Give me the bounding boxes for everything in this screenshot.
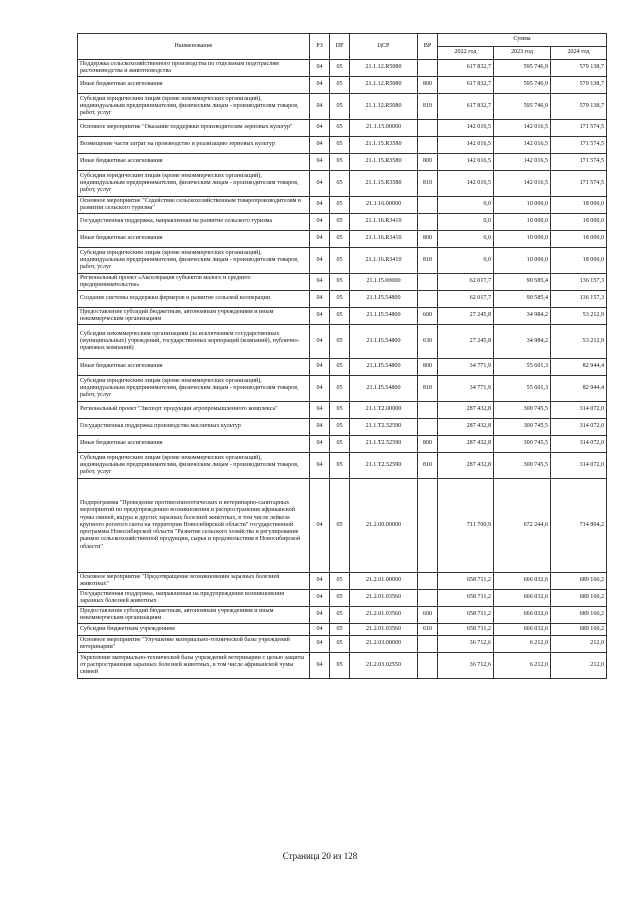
table-cell-csr: 21.1.I5.54800 xyxy=(350,291,418,308)
header-year-2024: 2024 год xyxy=(551,47,607,60)
table-cell-2023: 666 032,6 xyxy=(494,590,551,607)
table-cell-pr: 05 xyxy=(330,376,350,402)
table-cell-name: Предоставление субсидий бюджетным, автономным учреждениям и иным некоммерческим организациям xyxy=(78,607,310,624)
table-cell-vr xyxy=(418,573,438,590)
table-row xyxy=(78,137,607,154)
table-row xyxy=(78,636,607,653)
table-cell-csr: 21.2.00.00000 xyxy=(350,479,418,573)
table-row xyxy=(78,359,607,376)
table-cell-2023: 142 016,5 xyxy=(494,120,551,137)
table-cell-rz: 04 xyxy=(310,231,330,248)
table-cell-pr: 05 xyxy=(330,359,350,376)
table-cell-2023: 142 016,5 xyxy=(494,154,551,171)
table-cell-2024: 212,0 xyxy=(551,636,607,653)
table-cell-pr: 05 xyxy=(330,248,350,274)
table-cell-pr: 05 xyxy=(330,436,350,453)
table-cell-pr: 05 xyxy=(330,120,350,137)
table-cell-2024: 53 212,9 xyxy=(551,325,607,359)
table-cell-2022: 27 245,8 xyxy=(438,325,494,359)
table-cell-2023: 300 745,5 xyxy=(494,453,551,479)
table-cell-csr: 21.1.16.R3410 xyxy=(350,214,418,231)
table-cell-name: Иные бюджетные ассигнования xyxy=(78,77,310,94)
table-cell-2023: 666 032,6 xyxy=(494,624,551,636)
table-cell-pr: 05 xyxy=(330,94,350,120)
table-cell-2022: 617 832,7 xyxy=(438,77,494,94)
table-cell-2024: 689 160,2 xyxy=(551,590,607,607)
table-cell-vr xyxy=(418,120,438,137)
table-cell-name: Субсидии юридическим лицам (кроме некоммерческих организаций), индивидуальным предпринимателям, физическим лицам - производителям товаров, работ, услуг xyxy=(78,453,310,479)
table-cell-csr: 21.2.01.03560 xyxy=(350,624,418,636)
table-cell-2022: 658 711,2 xyxy=(438,624,494,636)
table-cell-2022: 0,0 xyxy=(438,248,494,274)
table-cell-2022: 142 016,5 xyxy=(438,171,494,197)
table-cell-vr: 800 xyxy=(418,436,438,453)
table-cell-rz: 04 xyxy=(310,590,330,607)
table-cell-rz: 04 xyxy=(310,419,330,436)
table-cell-vr xyxy=(418,197,438,214)
table-row xyxy=(78,653,607,679)
table-cell-vr xyxy=(418,402,438,419)
table-cell-2023: 595 746,9 xyxy=(494,94,551,120)
table-cell-rz: 04 xyxy=(310,137,330,154)
table-cell-2024: 579 138,7 xyxy=(551,60,607,77)
table-cell-2024: 714 864,2 xyxy=(551,479,607,573)
table-cell-vr xyxy=(418,214,438,231)
table-cell-csr: 21.2.01.03560 xyxy=(350,590,418,607)
table-cell-2023: 6 212,0 xyxy=(494,653,551,679)
table-cell-name: Государственная поддержка, направленная на предупреждение возникновения заразных болезней животных xyxy=(78,590,310,607)
table-cell-vr: 810 xyxy=(418,248,438,274)
table-cell-csr: 21.1.15.00000 xyxy=(350,120,418,137)
table-row xyxy=(78,479,607,573)
table-cell-pr: 05 xyxy=(330,573,350,590)
table-row xyxy=(78,154,607,171)
table-cell-rz: 04 xyxy=(310,402,330,419)
table-cell-csr: 21.2.03.00000 xyxy=(350,636,418,653)
table-cell-name: Поддержка сельскохозяйственного производства по отдельным подотраслям растениеводства и животноводства xyxy=(78,60,310,77)
table-cell-2023: 55 601,3 xyxy=(494,359,551,376)
table-cell-name: Государственная поддержка производства масличных культур xyxy=(78,419,310,436)
table-cell-vr xyxy=(418,419,438,436)
table-cell-pr: 05 xyxy=(330,291,350,308)
table-cell-2022: 62 017,7 xyxy=(438,291,494,308)
table-row xyxy=(78,274,607,291)
table-cell-pr: 05 xyxy=(330,171,350,197)
table-cell-rz: 04 xyxy=(310,624,330,636)
table-cell-name: Региональный проект "Экспорт продукции агропромышленного комплекса" xyxy=(78,402,310,419)
table-cell-vr: 800 xyxy=(418,77,438,94)
table-cell-vr: 800 xyxy=(418,231,438,248)
table-cell-csr: 21.1.15.R3580 xyxy=(350,154,418,171)
table-cell-vr xyxy=(418,590,438,607)
table-cell-rz: 04 xyxy=(310,653,330,679)
table-cell-pr: 05 xyxy=(330,77,350,94)
table-cell-name: Субсидии юридическим лицам (кроме некоммерческих организаций), индивидуальным предпринимателям, физическим лицам - производителям товаров, работ, услуг xyxy=(78,171,310,197)
table-cell-pr: 05 xyxy=(330,231,350,248)
table-cell-2022: 36 712,6 xyxy=(438,636,494,653)
table-cell-name: Субсидии некоммерческим организациям (за исключением государственных (муниципальных) учреждений, государственных корпораций (компаний), публично-правовых компаний) xyxy=(78,325,310,359)
table-cell-csr: 21.1.I5.00000 xyxy=(350,274,418,291)
table-cell-rz: 04 xyxy=(310,171,330,197)
table-body xyxy=(78,60,607,679)
table-cell-csr: 21.1.T2.52590 xyxy=(350,436,418,453)
table-cell-2024: 136 157,3 xyxy=(551,291,607,308)
table-cell-pr: 05 xyxy=(330,419,350,436)
table-cell-name: Предоставление субсидий бюджетным, автономным учреждениям и иным некоммерческим организациям xyxy=(78,308,310,325)
table-cell-pr: 05 xyxy=(330,624,350,636)
table-cell-rz: 04 xyxy=(310,120,330,137)
table-cell-name: Государственная поддержка, направленная на развитие сельского туризма xyxy=(78,214,310,231)
table-cell-name: Иные бюджетные ассигнования xyxy=(78,359,310,376)
table-cell-rz: 04 xyxy=(310,607,330,624)
table-cell-rz: 04 xyxy=(310,94,330,120)
table-cell-pr: 05 xyxy=(330,274,350,291)
table-cell-vr: 600 xyxy=(418,308,438,325)
table-cell-csr: 21.1.I5.54800 xyxy=(350,308,418,325)
table-cell-csr: 21.1.12.R5080 xyxy=(350,94,418,120)
table-cell-vr: 810 xyxy=(418,453,438,479)
table-cell-2024: 18 000,0 xyxy=(551,197,607,214)
table-cell-csr: 21.1.I5.54800 xyxy=(350,325,418,359)
table-cell-csr: 21.1.16.00000 xyxy=(350,197,418,214)
table-row xyxy=(78,419,607,436)
table-cell-pr: 05 xyxy=(330,453,350,479)
table-cell-rz: 04 xyxy=(310,60,330,77)
table-cell-2024: 314 072,0 xyxy=(551,419,607,436)
table-cell-vr: 600 xyxy=(418,607,438,624)
table-cell-vr: 610 xyxy=(418,624,438,636)
table-cell-2022: 0,0 xyxy=(438,197,494,214)
table-cell-2022: 287 432,8 xyxy=(438,453,494,479)
table-cell-vr xyxy=(418,137,438,154)
table-cell-vr: 810 xyxy=(418,376,438,402)
table-row xyxy=(78,376,607,402)
table-cell-vr xyxy=(418,479,438,573)
table-cell-2022: 36 712,6 xyxy=(438,653,494,679)
header-csr: ЦСР xyxy=(350,34,418,60)
table-cell-vr: 630 xyxy=(418,325,438,359)
table-cell-rz: 04 xyxy=(310,376,330,402)
page-number: Страница 20 из 128 xyxy=(282,851,358,861)
table-cell-2024: 689 160,2 xyxy=(551,624,607,636)
table-cell-2023: 595 746,9 xyxy=(494,77,551,94)
table-row xyxy=(78,436,607,453)
table-cell-csr: 21.1.T2.00000 xyxy=(350,402,418,419)
table-cell-2023: 10 000,0 xyxy=(494,248,551,274)
table-cell-csr: 21.1.16.R3410 xyxy=(350,248,418,274)
table-cell-pr: 05 xyxy=(330,479,350,573)
table-cell-pr: 05 xyxy=(330,60,350,77)
table-cell-name: Подпрограмма "Проведение противоэпизоотических и ветеринарно-санитарных мероприятий по предупреждению возникновения и распространения африканской чумы свиней, ящура и других заразных болезней животных, в том числе лейкоза крупного рогатого скота на территории Новосибирской области" государственной программы Новосибирской области "Развитие сельского хозяйства и регулирование рынков сельскохозяйственной продукции, сырья и продовольствия в Новосибирской области" xyxy=(78,479,310,573)
table-cell-name: Иные бюджетные ассигнования xyxy=(78,154,310,171)
table-cell-2024: 171 574,5 xyxy=(551,171,607,197)
table-cell-2022: 711 700,9 xyxy=(438,479,494,573)
table-cell-rz: 04 xyxy=(310,154,330,171)
table-cell-pr: 05 xyxy=(330,214,350,231)
table-cell-csr: 21.2.01.00000 xyxy=(350,573,418,590)
budget-table xyxy=(77,33,607,679)
table-row xyxy=(78,60,607,77)
table-cell-csr: 21.1.12.R5080 xyxy=(350,77,418,94)
table-row xyxy=(78,590,607,607)
table-cell-name: Иные бюджетные ассигнования xyxy=(78,436,310,453)
table-cell-vr xyxy=(418,291,438,308)
table-cell-2023: 90 585,4 xyxy=(494,274,551,291)
table-cell-2024: 18 000,0 xyxy=(551,231,607,248)
table-cell-name: Возмещение части затрат на производство и реализацию зерновых культур xyxy=(78,137,310,154)
table-row xyxy=(78,77,607,94)
table-cell-rz: 04 xyxy=(310,214,330,231)
table-cell-name: Создание системы поддержки фермеров и развитие сельской кооперации xyxy=(78,291,310,308)
table-cell-2023: 666 032,6 xyxy=(494,607,551,624)
table-cell-vr: 810 xyxy=(418,171,438,197)
table-cell-2024: 212,0 xyxy=(551,653,607,679)
table-cell-rz: 04 xyxy=(310,436,330,453)
table-cell-2023: 90 585,4 xyxy=(494,291,551,308)
table-cell-name: Основное мероприятие "Предотвращение возникновения заразных болезней животных" xyxy=(78,573,310,590)
table-row xyxy=(78,291,607,308)
table-row xyxy=(78,120,607,137)
table-cell-2023: 300 745,5 xyxy=(494,402,551,419)
table-cell-name: Региональный проект «Акселерация субъектов малого и среднего предпринимательства» xyxy=(78,274,310,291)
table-cell-2023: 55 601,3 xyxy=(494,376,551,402)
table-row xyxy=(78,607,607,624)
table-cell-2022: 658 711,2 xyxy=(438,590,494,607)
table-cell-pr: 05 xyxy=(330,154,350,171)
table-cell-2024: 18 000,0 xyxy=(551,248,607,274)
table-cell-vr xyxy=(418,60,438,77)
table-cell-csr: 21.2.03.02550 xyxy=(350,653,418,679)
table-cell-pr: 05 xyxy=(330,653,350,679)
table-row xyxy=(78,573,607,590)
table-cell-name: Субсидии бюджетным учреждениям xyxy=(78,624,310,636)
table-cell-csr: 21.2.01.03560 xyxy=(350,607,418,624)
header-rz: РЗ xyxy=(310,34,330,60)
table-cell-2022: 34 771,9 xyxy=(438,376,494,402)
table-cell-2022: 658 711,2 xyxy=(438,607,494,624)
table-cell-pr: 05 xyxy=(330,325,350,359)
table-cell-rz: 04 xyxy=(310,308,330,325)
table-cell-rz: 04 xyxy=(310,77,330,94)
table-cell-2022: 287 432,8 xyxy=(438,436,494,453)
table-cell-2023: 672 244,6 xyxy=(494,479,551,573)
header-sum: Сумма xyxy=(438,34,607,47)
table-cell-2024: 579 138,7 xyxy=(551,94,607,120)
header-name: Наименование xyxy=(78,34,310,60)
table-cell-2022: 34 771,9 xyxy=(438,359,494,376)
table-cell-name: Субсидии юридическим лицам (кроме некоммерческих организаций), индивидуальным предпринимателям, физическим лицам - производителям товаров, работ, услуг xyxy=(78,248,310,274)
table-cell-pr: 05 xyxy=(330,137,350,154)
table-cell-pr: 05 xyxy=(330,636,350,653)
table-cell-2023: 300 745,5 xyxy=(494,436,551,453)
table-cell-2023: 10 000,0 xyxy=(494,231,551,248)
table-row xyxy=(78,325,607,359)
table-cell-name: Основное мероприятие "Содействие сельскохозяйственным товаропроизводителям в развитии сельского туризма" xyxy=(78,197,310,214)
table-cell-pr: 05 xyxy=(330,590,350,607)
table-row xyxy=(78,453,607,479)
table-cell-2024: 82 944,4 xyxy=(551,359,607,376)
table-cell-2022: 287 432,8 xyxy=(438,419,494,436)
table-cell-rz: 04 xyxy=(310,197,330,214)
table-row xyxy=(78,214,607,231)
table-cell-2023: 666 032,6 xyxy=(494,573,551,590)
table-cell-2023: 595 746,9 xyxy=(494,60,551,77)
table-row xyxy=(78,402,607,419)
table-cell-2022: 142 016,5 xyxy=(438,154,494,171)
table-row xyxy=(78,171,607,197)
table-cell-vr xyxy=(418,274,438,291)
table-cell-csr: 21.1.I5.54800 xyxy=(350,376,418,402)
table-cell-2022: 142 016,5 xyxy=(438,120,494,137)
table-cell-2024: 689 160,2 xyxy=(551,573,607,590)
table-cell-csr: 21.1.T2.52590 xyxy=(350,453,418,479)
table-cell-name: Субсидии юридическим лицам (кроме некоммерческих организаций), индивидуальным предпринимателям, физическим лицам - производителям товаров, работ, услуг xyxy=(78,376,310,402)
table-cell-2023: 10 000,0 xyxy=(494,197,551,214)
table-row xyxy=(78,197,607,214)
table-cell-name: Основное мероприятие "Оказание поддержки производителям зерновых культур" xyxy=(78,120,310,137)
table-cell-2022: 27 245,8 xyxy=(438,308,494,325)
table-cell-csr: 21.1.15.R3580 xyxy=(350,171,418,197)
table-cell-name: Иные бюджетные ассигнования xyxy=(78,231,310,248)
table-cell-rz: 04 xyxy=(310,636,330,653)
table-cell-2022: 658 711,2 xyxy=(438,573,494,590)
table-cell-csr: 21.1.I5.54800 xyxy=(350,359,418,376)
table-cell-csr: 21.1.T2.52590 xyxy=(350,419,418,436)
table-cell-2023: 34 984,2 xyxy=(494,325,551,359)
table-cell-csr: 21.1.16.R3410 xyxy=(350,231,418,248)
table-cell-2024: 171 574,5 xyxy=(551,137,607,154)
table-cell-2024: 136 157,3 xyxy=(551,274,607,291)
table-cell-2024: 314 072,0 xyxy=(551,453,607,479)
table-cell-2023: 10 000,0 xyxy=(494,214,551,231)
table-cell-2024: 82 944,4 xyxy=(551,376,607,402)
table-cell-vr xyxy=(418,636,438,653)
table-row xyxy=(78,94,607,120)
table-cell-vr: 800 xyxy=(418,154,438,171)
table-row xyxy=(78,248,607,274)
header-year-2023: 2023 год xyxy=(494,47,551,60)
table-cell-2023: 6 212,0 xyxy=(494,636,551,653)
table-cell-vr: 810 xyxy=(418,94,438,120)
header-year-2022: 2022 год xyxy=(438,47,494,60)
table-cell-pr: 05 xyxy=(330,607,350,624)
table-cell-csr: 21.1.12.R5080 xyxy=(350,60,418,77)
table-cell-pr: 05 xyxy=(330,197,350,214)
table-cell-2022: 617 832,7 xyxy=(438,60,494,77)
table-cell-2024: 579 138,7 xyxy=(551,77,607,94)
header-pr: ПР xyxy=(330,34,350,60)
table-cell-vr xyxy=(418,653,438,679)
table-cell-2024: 689 160,2 xyxy=(551,607,607,624)
table-cell-2022: 0,0 xyxy=(438,231,494,248)
table-cell-pr: 05 xyxy=(330,402,350,419)
table-cell-csr: 21.1.15.R3580 xyxy=(350,137,418,154)
table-cell-rz: 04 xyxy=(310,274,330,291)
header-vr: ВР xyxy=(418,34,438,60)
table-cell-2023: 34 984,2 xyxy=(494,308,551,325)
table-cell-rz: 04 xyxy=(310,248,330,274)
table-cell-rz: 04 xyxy=(310,573,330,590)
table-cell-rz: 04 xyxy=(310,453,330,479)
table-cell-2022: 142 016,5 xyxy=(438,137,494,154)
table-row xyxy=(78,308,607,325)
table-cell-2023: 142 016,5 xyxy=(494,137,551,154)
table-cell-rz: 04 xyxy=(310,291,330,308)
table-row xyxy=(78,624,607,636)
table-cell-2024: 171 574,5 xyxy=(551,120,607,137)
table-cell-2022: 0,0 xyxy=(438,214,494,231)
table-row xyxy=(78,231,607,248)
table-cell-2022: 617 832,7 xyxy=(438,94,494,120)
table-cell-2024: 171 574,5 xyxy=(551,154,607,171)
table-cell-2022: 62 017,7 xyxy=(438,274,494,291)
table-cell-rz: 04 xyxy=(310,325,330,359)
table-cell-2024: 53 212,9 xyxy=(551,308,607,325)
table-cell-rz: 04 xyxy=(310,359,330,376)
table-cell-pr: 05 xyxy=(330,308,350,325)
table-cell-2024: 314 072,0 xyxy=(551,402,607,419)
table-cell-2022: 287 432,8 xyxy=(438,402,494,419)
table-cell-rz: 04 xyxy=(310,479,330,573)
table-cell-2024: 314 072,0 xyxy=(551,436,607,453)
table-cell-2023: 300 745,5 xyxy=(494,419,551,436)
table-cell-name: Основное мероприятие "Улучшение материально-технической базы учреждений ветеринарии" xyxy=(78,636,310,653)
table-cell-2023: 142 016,5 xyxy=(494,171,551,197)
table-cell-name: Субсидии юридическим лицам (кроме некоммерческих организаций), индивидуальным предпринимателям, физическим лицам - производителям товаров, работ, услуг xyxy=(78,94,310,120)
table-cell-name: Укрепление материально-технической базы учреждений ветеринарии с целью защиты от распространения заразных болезней животных, в том числе африканской чумы свиней xyxy=(78,653,310,679)
table-cell-2024: 18 000,0 xyxy=(551,214,607,231)
table-cell-vr: 800 xyxy=(418,359,438,376)
